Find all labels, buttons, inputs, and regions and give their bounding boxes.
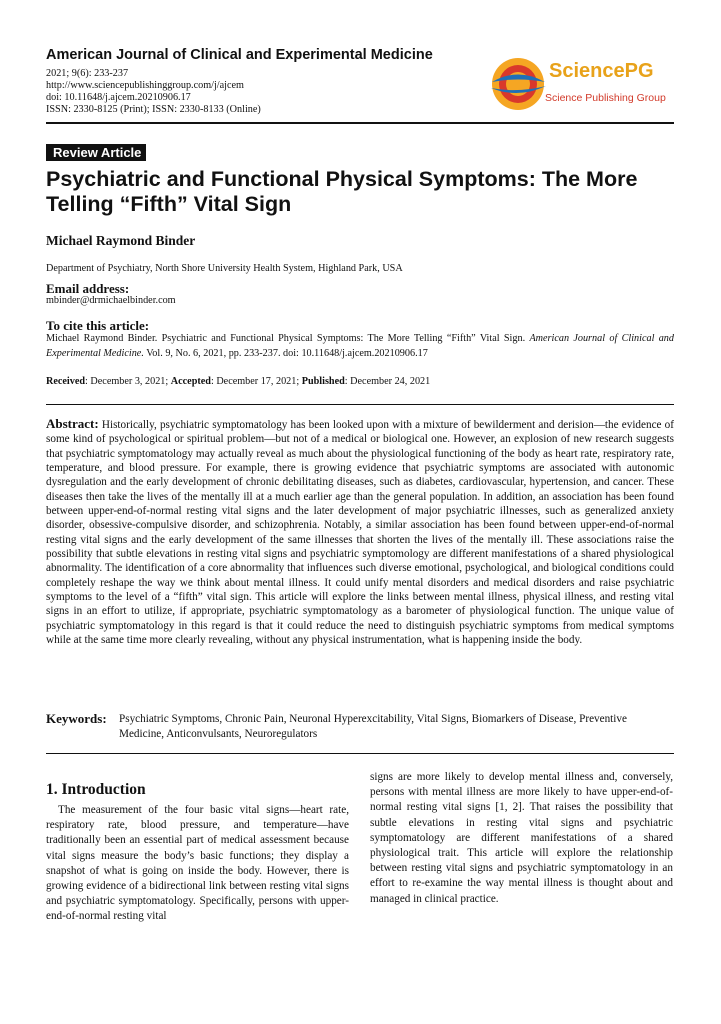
keywords-text: Psychiatric Symptoms, Chronic Pain, Neuronal Hyperexcitability, Vital Signs, Biomarkers of Disease, Preventive Medicine, Anticonvulsants, Neuroregulators: [119, 713, 627, 740]
doi-line[interactable]: doi: 10.11648/j.ajcem.20210906.17: [46, 92, 191, 103]
accepted-date: : December 17, 2021;: [210, 376, 302, 387]
article-type-badge: Review Article: [46, 144, 146, 161]
logo-name: SciencePG: [549, 60, 654, 82]
sciencepg-logo-icon: [487, 55, 549, 113]
email-address[interactable]: mbinder@drmichaelbinder.com: [46, 295, 176, 306]
received-date: : December 3, 2021;: [85, 376, 171, 387]
published-date: : December 24, 2021: [344, 376, 431, 387]
accepted-label: Accepted: [170, 376, 211, 387]
abstract-label: Abstract:: [46, 416, 99, 431]
article-title: Psychiatric and Functional Physical Symptoms: The More Telling “Fifth” Vital Sign: [46, 167, 638, 216]
citation-journal: American Journal of Clinical and Experimental Medicine.: [46, 333, 674, 359]
citation-details: Vol. 9, No. 6, 2021, pp. 233-237. doi: 10.11648/j.ajcem.20210906.17: [146, 347, 428, 359]
keywords-label: Keywords:: [46, 711, 107, 726]
keywords-bottom-rule: [46, 753, 674, 754]
email-heading: Email address:: [46, 281, 130, 296]
published-label: Published: [301, 376, 345, 387]
issn-line: ISSN: 2330-8125 (Print); ISSN: 2330-8133 (Online): [46, 104, 261, 115]
introduction-right-column: signs are more likely to develop mental illness and, conversely, persons with mental illness are more likely to have upper-end-of-normal resting vital signs [1, 2]. That raises the possibility that subtle elevations in resting vital signs and psychiatric symptomatology are different manifestations of a shared physiological trait. This article will explore the relationship between resting vital signs and psychiatric symptomatology in an effort to re-examine the way mental illness is thought about and managed in clinical practice.: [370, 771, 673, 905]
citation: [46, 332, 674, 361]
abstract-top-rule: [46, 404, 674, 405]
affiliation: Department of Psychiatry, North Shore University Health System, Highland Park, USA: [46, 263, 403, 274]
volume-issue: 2021; 9(6): 233-237: [46, 68, 129, 79]
citation-text: Michael Raymond Binder. Psychiatric and Functional Physical Symptoms: The More Telling “Fifth” Vital Sign.: [46, 333, 526, 344]
received-label: Received: [46, 376, 86, 387]
cite-heading: To cite this article:: [46, 318, 150, 333]
introduction-heading: 1. Introduction: [46, 781, 146, 798]
introduction-left-column: The measurement of the four basic vital signs—heart rate, respiratory rate, blood pressure, and temperature—have traditionally been an essential part of medical assessment because vital signs measure the body’s basic functions; they display a snapshot of what is going on inside the body. However, there is growing evidence of a bidirectional link between resting vital signs and psychiatric symptomatology. Specifically, persons with upper-end-of-normal resting vital: [46, 804, 349, 923]
journal-url[interactable]: http://www.sciencepublishinggroup.com/j/ajcem: [46, 80, 244, 91]
logo-tagline: Science Publishing Group: [545, 92, 666, 104]
header-rule: [46, 122, 674, 124]
journal-title: American Journal of Clinical and Experimental Medicine: [46, 47, 433, 63]
abstract: [46, 417, 674, 648]
abstract-text: Historically, psychiatric symptomatology has been looked upon with a mixture of bewilderment and derision—the evidence of some kind of psychological or spiritual problem—but not of a medical or biological one. However, an explosion of new research suggests that psychiatric symptomatology may actually reveal as much about the physiological functioning of the body as heart rate, respiratory rate, temperature, and blood pressure. For example, there is growing evidence that psychiatric symptoms are associated with autonomic dysregulation and the early development of chronic debilitating diseases, such as diabetes, cardiovascular, hypertension, and cancer. These diseases then take the lives of the mentally ill at a much earlier age than the general population. In addition, an association has been found between upper-end-of-normal resting vital signs and the later development of major psychiatric illnesses, such as generalized anxiety disorder, obsessive-compulsive disorder, and schizophrenia. Notably, a similar association has been found between upper-end-of-normal resting vital signs and the early development of the same illnesses that shorten the lives of the mentally ill. These associations raise the possibility that subtle elevations in resting vital signs and psychiatric symptomology are different manifestations of a shared physiological abnormality. The identification of a core abnormality that influences such diverse emotional, psychological, and biological conditions could completely reshape the way we think about mental illness. It could unify mental disorders and medical disorders and raise psychiatric symptoms to the level of a “fifth” vital sign. This article will explore the links between mental illness, physical illness, and resting vital signs in an effort to utilize, if appropriate, psychiatric symptomatology as a barometer of physiological function. The unique value of psychiatric symptomatology in this regard is that it could reduce the need to distinguish psychiatric symptoms from medical symptoms while at the same time more clearly revealing, without any physical instrumentation, what is happening inside the body.: [46, 419, 674, 647]
article-dates: [46, 375, 430, 390]
author-name: Michael Raymond Binder: [46, 233, 196, 248]
